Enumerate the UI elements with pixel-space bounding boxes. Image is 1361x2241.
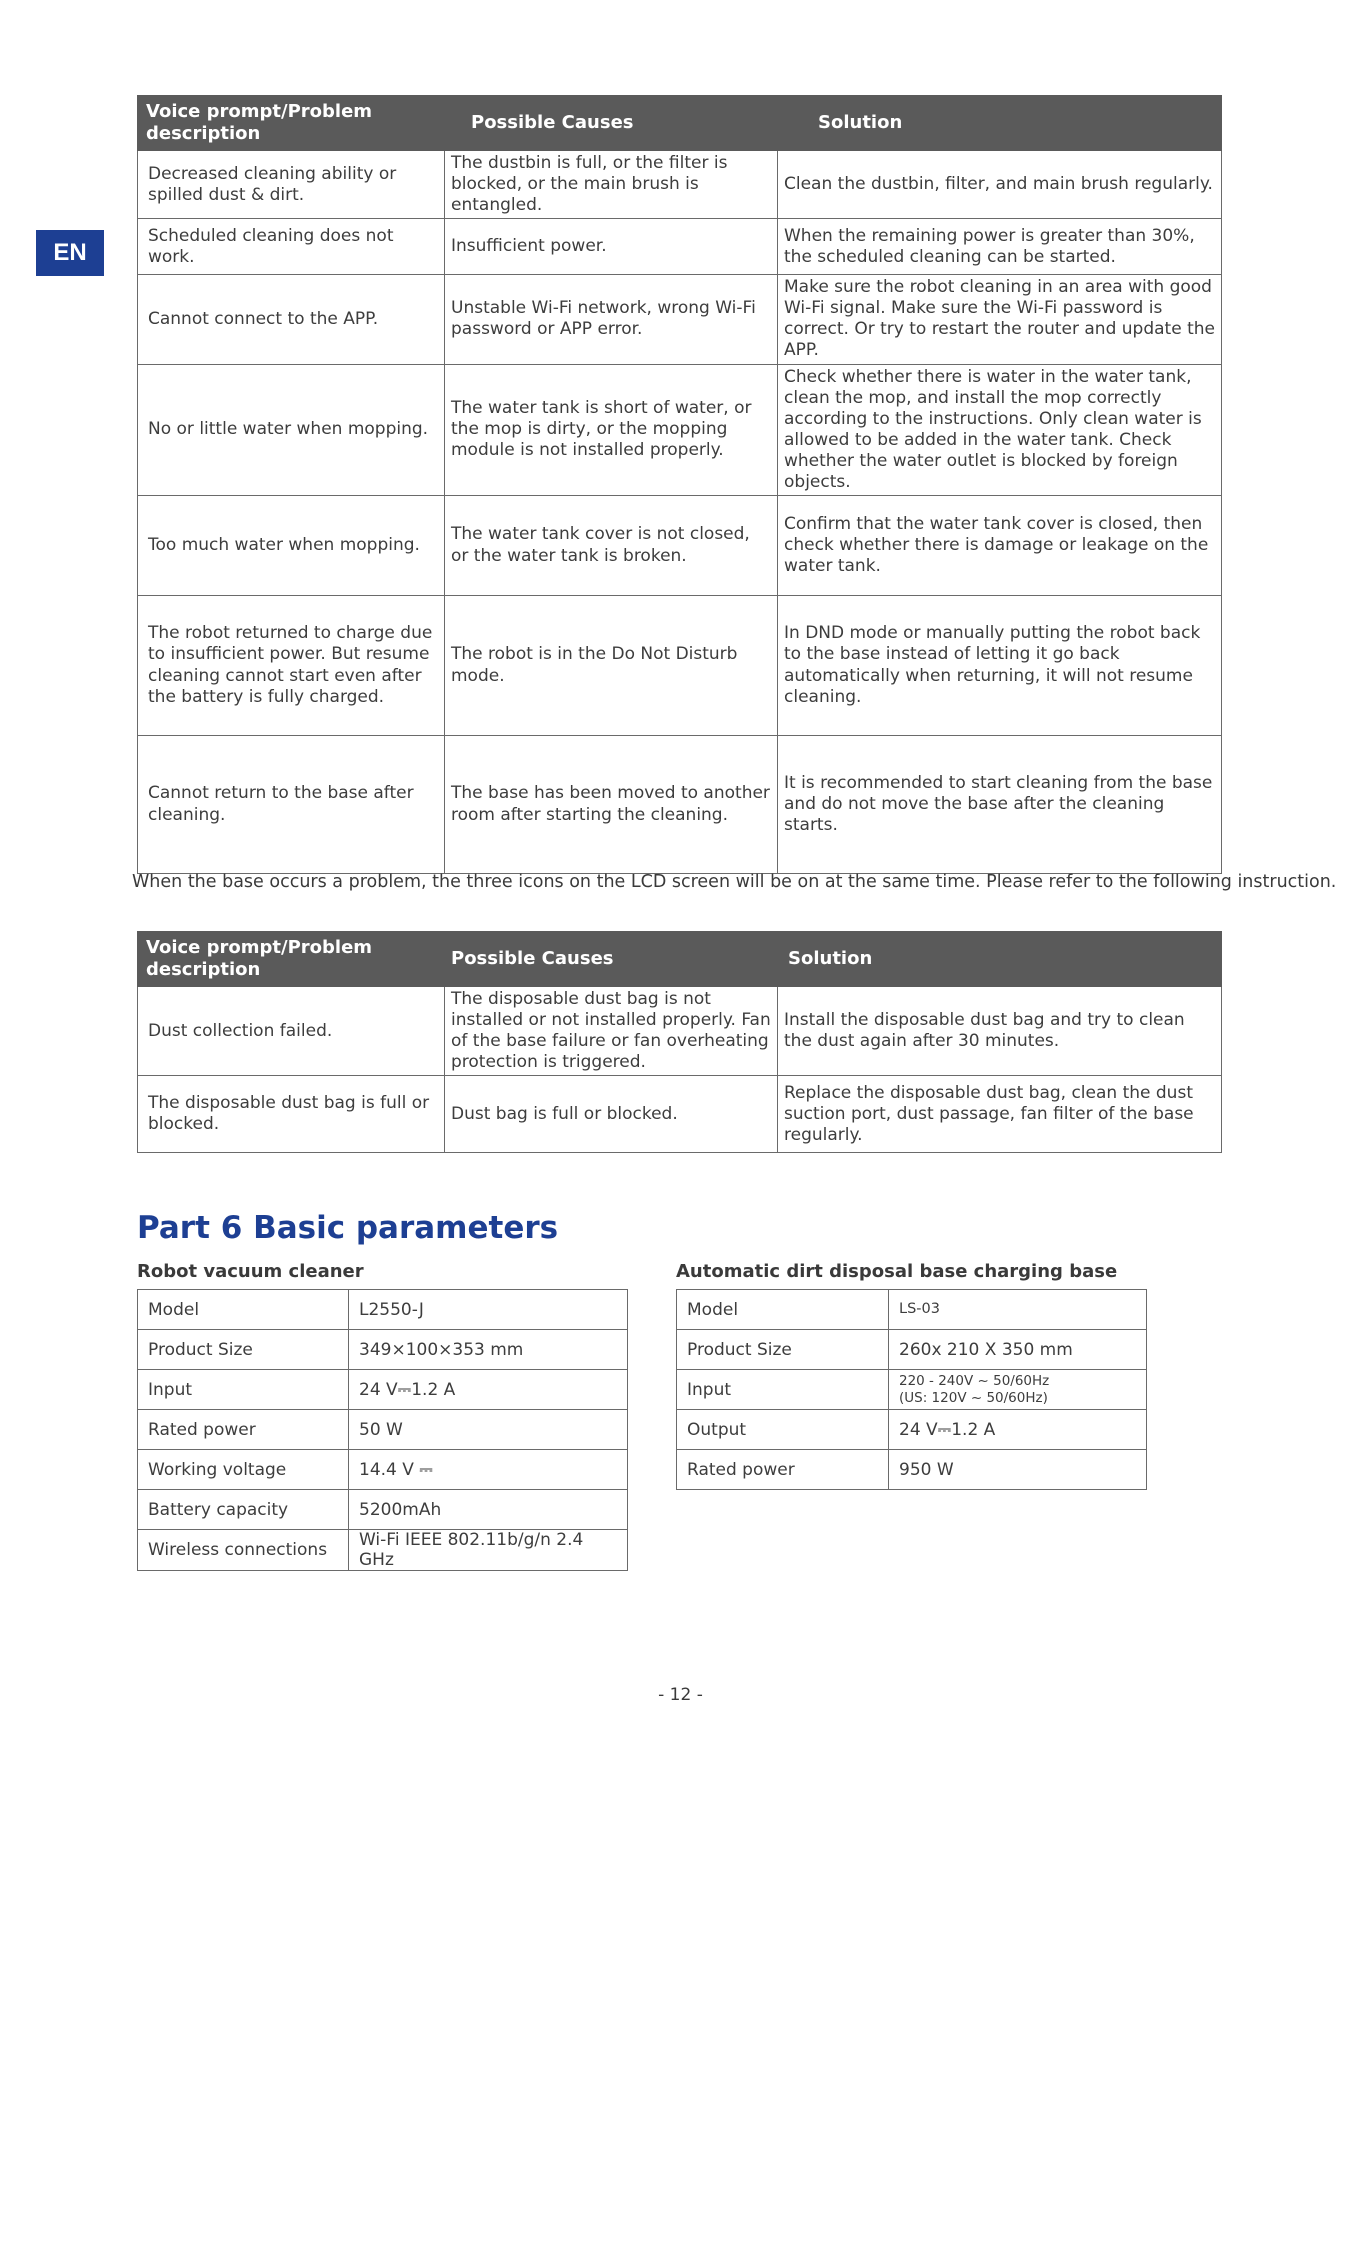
robot-spec-table [137, 1289, 628, 1571]
troubleshooting-table-robot [137, 95, 1222, 874]
spec-label: Rated power [677, 1450, 889, 1490]
base-spec-table [676, 1289, 1147, 1490]
spec-label: Model [138, 1290, 349, 1330]
header-solution: Solution [778, 932, 1222, 987]
spec-label: Product Size [677, 1330, 889, 1370]
language-tab: EN [36, 230, 104, 276]
table-row [138, 496, 1222, 596]
problem-cell: Dust collection failed. [138, 987, 445, 1076]
problem-cell: Cannot return to the base after cleaning. [138, 736, 445, 874]
table-row [138, 151, 1222, 219]
spec-value: Wi-Fi IEEE 802.11b/g/n 2.4 GHz [349, 1530, 628, 1571]
base-problem-note: When the base occurs a problem, the three icons on the LCD screen will be on at the same time. Please refer to the following instruction. [132, 872, 1337, 892]
cause-cell: Insufficient power. [445, 219, 778, 275]
table-row [138, 1076, 1222, 1153]
table-row [138, 736, 1222, 874]
spec-label: Product Size [138, 1330, 349, 1370]
spec-label: Input [677, 1370, 889, 1410]
cause-cell: The disposable dust bag is not installed or not installed properly. Fan of the base failure or fan overheating protection is triggered. [445, 987, 778, 1076]
spec-label: Model [677, 1290, 889, 1330]
cause-cell: The base has been moved to another room after starting the cleaning. [445, 736, 778, 874]
spec-row [677, 1370, 1147, 1410]
header-possible-causes: Possible Causes [445, 932, 778, 987]
spec-row [138, 1530, 628, 1571]
section-title: Part 6 Basic parameters [137, 1210, 559, 1246]
solution-cell: It is recommended to start cleaning from the base and do not move the base after the cleaning starts. [778, 736, 1222, 874]
cause-cell: The water tank cover is not closed, or the water tank is broken. [445, 496, 778, 596]
problem-cell: Too much water when mopping. [138, 496, 445, 596]
table-row [138, 596, 1222, 736]
spec-value: 24 V⎓1.2 A [349, 1370, 628, 1410]
problem-cell: The disposable dust bag is full or blocked. [138, 1076, 445, 1153]
spec-label: Wireless connections [138, 1530, 349, 1571]
header-problem-description: Voice prompt/Problem description [138, 96, 445, 151]
cause-cell: The dustbin is full, or the filter is blocked, or the main brush is entangled. [445, 151, 778, 219]
spec-label: Input [138, 1370, 349, 1410]
solution-cell: When the remaining power is greater than 30%, the scheduled cleaning can be started. [778, 219, 1222, 275]
header-solution: Solution [778, 96, 1222, 151]
input-voltage-us-line: (US: 120V ~ 50/60Hz) [899, 1389, 1048, 1406]
problem-cell: Scheduled cleaning does not work. [138, 219, 445, 275]
spec-row [138, 1290, 628, 1330]
solution-cell: Install the disposable dust bag and try to clean the dust again after 30 minutes. [778, 987, 1222, 1076]
header-possible-causes: Possible Causes [445, 96, 778, 151]
table-row [138, 219, 1222, 275]
spec-label: Rated power [138, 1410, 349, 1450]
spec-value [889, 1370, 1147, 1410]
header-problem-description: Voice prompt/Problem description [138, 932, 445, 987]
solution-cell: Confirm that the water tank cover is closed, then check whether there is damage or leakage on the water tank. [778, 496, 1222, 596]
problem-cell: No or little water when mopping. [138, 364, 445, 495]
spec-row [138, 1330, 628, 1370]
spec-row [677, 1290, 1147, 1330]
cause-cell: The robot is in the Do Not Disturb mode. [445, 596, 778, 736]
table-header-row [138, 932, 1222, 987]
spec-value: 5200mAh [349, 1490, 628, 1530]
spec-row [677, 1450, 1147, 1490]
problem-cell: Decreased cleaning ability or spilled dust & dirt. [138, 151, 445, 219]
table-row [138, 364, 1222, 495]
spec-row [138, 1370, 628, 1410]
spec-row [138, 1410, 628, 1450]
spec-label: Output [677, 1410, 889, 1450]
spec-value: 50 W [349, 1410, 628, 1450]
solution-cell: In DND mode or manually putting the robot back to the base instead of letting it go back automatically when returning, it will not resume cleaning. [778, 596, 1222, 736]
spec-value: LS-03 [889, 1290, 1147, 1330]
spec-row [138, 1450, 628, 1490]
solution-cell: Clean the dustbin, filter, and main brush regularly. [778, 151, 1222, 219]
spec-value: 24 V⎓1.2 A [889, 1410, 1147, 1450]
solution-cell: Make sure the robot cleaning in an area with good Wi-Fi signal. Make sure the Wi-Fi password is correct. Or try to restart the router and update the APP. [778, 275, 1222, 364]
table-header-row [138, 96, 1222, 151]
table-row [138, 987, 1222, 1076]
cause-cell: The water tank is short of water, or the mop is dirty, or the mopping module is not installed properly. [445, 364, 778, 495]
cause-cell: Unstable Wi-Fi network, wrong Wi-Fi password or APP error. [445, 275, 778, 364]
spec-value: 950 W [889, 1450, 1147, 1490]
base-spec-heading: Automatic dirt disposal base charging base [676, 1261, 1118, 1282]
robot-spec-heading: Robot vacuum cleaner [137, 1261, 364, 1282]
spec-row [138, 1490, 628, 1530]
spec-label: Battery capacity [138, 1490, 349, 1530]
spec-value: 260x 210 X 350 mm [889, 1330, 1147, 1370]
solution-cell: Replace the disposable dust bag, clean the dust suction port, dust passage, fan filter of the base regularly. [778, 1076, 1222, 1153]
spec-value: 349×100×353 mm [349, 1330, 628, 1370]
page-number: - 12 - [658, 1685, 703, 1705]
problem-cell: Cannot connect to the APP. [138, 275, 445, 364]
spec-value: L2550-J [349, 1290, 628, 1330]
spec-label: Working voltage [138, 1450, 349, 1490]
spec-value: 14.4 V ⎓ [349, 1450, 628, 1490]
spec-row [677, 1330, 1147, 1370]
table-row [138, 275, 1222, 364]
troubleshooting-table-base [137, 931, 1222, 1153]
spec-row [677, 1410, 1147, 1450]
solution-cell: Check whether there is water in the water tank, clean the mop, and install the mop correctly according to the instructions. Only clean water is allowed to be added in the water tank. Check whether the water outlet is blocked by foreign objects. [778, 364, 1222, 495]
input-voltage-line: 220 - 240V ~ 50/60Hz [899, 1373, 1050, 1390]
cause-cell: Dust bag is full or blocked. [445, 1076, 778, 1153]
problem-cell: The robot returned to charge due to insufficient power. But resume cleaning cannot start even after the battery is fully charged. [138, 596, 445, 736]
